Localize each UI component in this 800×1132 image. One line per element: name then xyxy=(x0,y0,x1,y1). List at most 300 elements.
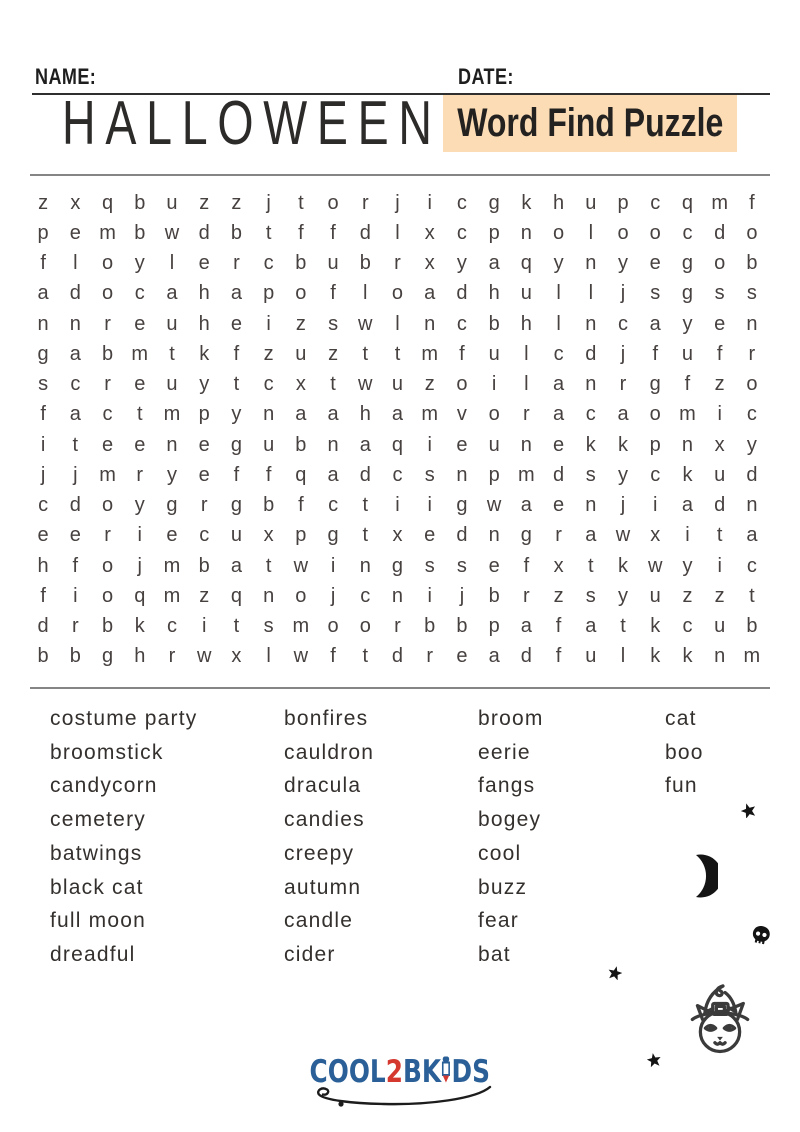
grid-letter: b xyxy=(456,615,468,638)
page-title: HALLOWEEN xyxy=(62,89,442,158)
grid-letter: n xyxy=(327,433,339,456)
grid-letter: j xyxy=(266,191,271,214)
word-item: bogey xyxy=(478,808,542,832)
grid-letter: y xyxy=(746,433,757,456)
grid-letter: l xyxy=(588,221,594,244)
grid-letter: o xyxy=(101,554,114,577)
grid-letter: r xyxy=(168,645,176,668)
grid-letter: t xyxy=(362,524,369,547)
grid-letter: s xyxy=(585,463,596,486)
grid-letter: i xyxy=(137,524,142,547)
grid-letter: c xyxy=(585,403,596,426)
word-item: cauldron xyxy=(284,740,375,764)
grid-letter: r xyxy=(394,615,401,638)
grid-letter: w xyxy=(293,554,309,577)
grid-letter: n xyxy=(746,494,758,517)
word-item: boo xyxy=(665,740,704,764)
grid-letter: t xyxy=(588,554,594,577)
grid-letter: a xyxy=(37,282,49,305)
grid-letter: u xyxy=(230,524,242,547)
grid-letter: s xyxy=(424,554,435,577)
grid-letter: s xyxy=(456,554,467,577)
grid-letter: u xyxy=(263,433,275,456)
grid-letter: x xyxy=(295,373,306,396)
grid-letter: c xyxy=(38,494,49,517)
logo-swoosh-underline xyxy=(306,1084,496,1115)
word-item: black cat xyxy=(50,875,144,899)
word-item: buzz xyxy=(478,875,528,899)
grid-letter: n xyxy=(37,312,49,335)
grid-letter: t xyxy=(394,342,401,365)
grid-letter: k xyxy=(521,191,532,214)
grid-letter: g xyxy=(520,524,532,547)
grid-letter: f xyxy=(265,463,272,486)
grid-letter: g xyxy=(649,373,661,396)
grid-letter: h xyxy=(134,645,146,668)
grid-letter: y xyxy=(618,584,629,607)
grid-letter: s xyxy=(714,282,725,305)
grid-letter: c xyxy=(553,342,564,365)
grid-letter: f xyxy=(555,645,562,668)
grid-letter: p xyxy=(649,433,661,456)
grid-letter: a xyxy=(488,645,500,668)
grid-letter: a xyxy=(585,615,597,638)
grid-letter: o xyxy=(101,584,114,607)
grid-letter: o xyxy=(649,403,661,426)
grid-letter: i xyxy=(653,494,658,517)
grid-letter: e xyxy=(456,433,468,456)
grid-letter: l xyxy=(556,282,561,305)
grid-letter: k xyxy=(650,645,661,668)
grid-letter: t xyxy=(72,433,79,456)
word-item: fear xyxy=(478,909,519,933)
word-item: cemetery xyxy=(50,808,146,832)
grid-letter: b xyxy=(488,312,500,335)
word-item: autumn xyxy=(284,875,362,899)
grid-letter: r xyxy=(200,494,208,517)
grid-letter: e xyxy=(649,252,661,275)
grid-letter: f xyxy=(684,373,691,396)
word-item: full moon xyxy=(50,909,147,933)
grid-letter: q xyxy=(520,252,532,275)
grid-letter: k xyxy=(682,463,693,486)
grid-letter: b xyxy=(746,615,758,638)
grid-letter: e xyxy=(198,252,210,275)
word-item: fangs xyxy=(478,774,536,798)
grid-letter: p xyxy=(488,463,500,486)
grid-letter: c xyxy=(650,191,661,214)
grid-letter: d xyxy=(456,524,468,547)
grid-letter: g xyxy=(166,494,178,517)
grid-letter: g xyxy=(101,645,114,668)
grid-letter: z xyxy=(328,342,339,365)
grid-letter: c xyxy=(166,615,177,638)
grid-letter: y xyxy=(166,463,177,486)
grid-letter: j xyxy=(395,191,400,214)
grid-letter: g xyxy=(37,342,49,365)
grid-letter: y xyxy=(134,494,145,517)
word-column-2 xyxy=(284,702,374,972)
grid-letter: z xyxy=(714,584,725,607)
grid-letter: t xyxy=(136,403,143,426)
grid-letter: x xyxy=(231,645,242,668)
grid-letter: o xyxy=(391,282,404,305)
grid-letter: b xyxy=(424,615,436,638)
grid-letter: f xyxy=(459,342,465,365)
grid-letter: c xyxy=(682,221,693,244)
grid-letter: c xyxy=(746,403,757,426)
grid-letter: n xyxy=(359,554,371,577)
grid-letter: q xyxy=(134,584,146,607)
grid-letter: e xyxy=(134,373,146,396)
grid-letter: o xyxy=(327,191,339,214)
grid-letter: g xyxy=(681,282,694,305)
grid-letter: g xyxy=(488,191,500,214)
grid-letter: e xyxy=(553,433,565,456)
grid-letter: i xyxy=(40,433,46,456)
grid-letter: i xyxy=(717,403,722,426)
grid-letter: w xyxy=(293,645,309,668)
grid-letter: c xyxy=(134,282,145,305)
grid-letter: t xyxy=(265,221,272,244)
grid-letter: y xyxy=(456,252,467,275)
witch-cat-icon xyxy=(680,978,760,1063)
grid-letter: b xyxy=(37,645,49,668)
grid-letter: m xyxy=(292,615,310,638)
date-label: DATE: xyxy=(458,64,514,89)
grid-letter: c xyxy=(746,554,757,577)
grid-letter: e xyxy=(198,463,210,486)
grid-letter: w xyxy=(358,312,373,335)
grid-letter: i xyxy=(395,494,400,517)
letter-grid xyxy=(27,188,768,672)
grid-letter: o xyxy=(746,373,758,396)
grid-letter: b xyxy=(746,252,758,275)
grid-letter: f xyxy=(652,342,659,365)
grid-letter: a xyxy=(488,252,500,275)
grid-letter: l xyxy=(620,645,626,668)
grid-letter: a xyxy=(681,494,694,517)
grid-letter: v xyxy=(456,403,467,426)
grid-letter: a xyxy=(553,373,565,396)
grid-letter: c xyxy=(263,373,274,396)
grid-letter: y xyxy=(134,252,145,275)
grid-letter: t xyxy=(362,645,369,668)
grid-letter: d xyxy=(359,221,371,244)
grid-letter: a xyxy=(553,403,565,426)
grid-letter: h xyxy=(359,403,371,426)
grid-letter: f xyxy=(233,463,240,486)
grid-letter: d xyxy=(714,494,726,517)
grid-letter: o xyxy=(553,221,565,244)
grid-letter: e xyxy=(488,554,500,577)
grid-letter: n xyxy=(585,252,597,275)
grid-letter: r xyxy=(748,342,756,365)
grid-letter: n xyxy=(69,312,81,335)
grid-letter: r xyxy=(523,403,530,426)
grid-letter: y xyxy=(199,373,210,396)
grid-letter: u xyxy=(714,615,726,638)
grid-letter: a xyxy=(520,615,532,638)
grid-letter: m xyxy=(743,645,761,668)
grid-letter: q xyxy=(391,433,404,456)
grid-letter: j xyxy=(40,463,46,486)
grid-letter: z xyxy=(231,191,242,214)
word-item: candycorn xyxy=(50,774,158,798)
grid-letter: t xyxy=(233,615,240,638)
word-item: eerie xyxy=(478,740,531,764)
grid-letter: o xyxy=(327,615,339,638)
word-item: batwings xyxy=(50,841,143,865)
grid-letter: h xyxy=(198,282,210,305)
grid-letter: r xyxy=(555,524,562,547)
grid-letter: x xyxy=(424,252,435,275)
grid-letter: b xyxy=(134,191,146,214)
grid-letter: f xyxy=(298,221,304,244)
grid-letter: y xyxy=(553,252,564,275)
grid-letter: w xyxy=(486,494,502,517)
grid-letter: c xyxy=(650,463,661,486)
grid-letter: y xyxy=(618,252,629,275)
grid-letter: d xyxy=(746,463,758,486)
grid-letter: k xyxy=(682,645,693,668)
grid-letter: h xyxy=(520,312,532,335)
grid-letter: n xyxy=(456,463,468,486)
grid-letter: i xyxy=(717,554,722,577)
grid-letter: d xyxy=(585,342,597,365)
grid-letter: f xyxy=(330,282,336,305)
grid-letter: i xyxy=(427,191,432,214)
grid-letter: l xyxy=(524,342,529,365)
grid-letter: e xyxy=(456,645,468,668)
grid-letter: d xyxy=(520,645,532,668)
grid-letter: p xyxy=(617,191,629,214)
grid-letter: m xyxy=(711,191,728,214)
grid-letter: d xyxy=(714,221,726,244)
grid-letter: u xyxy=(488,342,500,365)
grid-letter: s xyxy=(263,615,274,638)
grid-letter: m xyxy=(163,403,181,426)
logo-text-bk: BK xyxy=(403,1054,442,1090)
grid-letter: x xyxy=(553,554,564,577)
grid-letter: x xyxy=(424,221,435,244)
grid-letter: a xyxy=(649,312,661,335)
grid-letter: g xyxy=(391,554,404,577)
grid-letter: r xyxy=(523,584,530,607)
grid-letter: x xyxy=(70,191,81,214)
grid-letter: i xyxy=(427,433,432,456)
grid-letter: t xyxy=(169,342,175,365)
grid-letter: t xyxy=(330,373,336,396)
grid-letter: f xyxy=(330,645,336,668)
grid-letter: b xyxy=(198,554,210,577)
title-subtitle: Word Find Puzzle xyxy=(456,101,724,145)
grid-letter: c xyxy=(70,373,81,396)
grid-letter: w xyxy=(164,221,180,244)
grid-letter: x xyxy=(392,524,403,547)
grid-letter: a xyxy=(359,433,371,456)
grid-letter: m xyxy=(518,463,535,486)
grid-letter: t xyxy=(749,584,755,607)
grid-letter: h xyxy=(198,312,210,335)
grid-letter: a xyxy=(585,524,597,547)
grid-letter: z xyxy=(682,584,693,607)
grid-letter: n xyxy=(585,494,597,517)
grid-letter: u xyxy=(327,252,339,275)
grid-letter: e xyxy=(714,312,726,335)
word-item: dracula xyxy=(284,774,362,798)
grid-letter: a xyxy=(69,403,81,426)
word-column-4 xyxy=(665,702,704,803)
grid-letter: g xyxy=(327,524,339,547)
grid-letter: b xyxy=(263,494,275,517)
divider-middle xyxy=(30,687,770,689)
grid-letter: c xyxy=(682,615,693,638)
grid-letter: h xyxy=(553,191,565,214)
grid-letter: m xyxy=(131,342,149,365)
name-label: NAME: xyxy=(35,64,97,89)
grid-letter: e xyxy=(37,524,49,547)
word-column-3 xyxy=(478,702,544,972)
grid-letter: o xyxy=(714,252,726,275)
grid-letter: r xyxy=(361,191,369,214)
grid-letter: q xyxy=(230,584,242,607)
grid-letter: j xyxy=(620,494,626,517)
grid-letter: t xyxy=(298,191,304,214)
grid-letter: g xyxy=(230,433,242,456)
grid-letter: o xyxy=(101,282,114,305)
grid-letter: c xyxy=(456,312,467,335)
word-item: broomstick xyxy=(50,740,164,764)
word-item: broom xyxy=(478,707,544,730)
grid-letter: o xyxy=(295,282,307,305)
logo-text-ds: DS xyxy=(451,1054,491,1090)
grid-letter: c xyxy=(456,191,467,214)
grid-letter: s xyxy=(650,282,661,305)
grid-letter: z xyxy=(199,584,210,607)
word-item: dreadful xyxy=(50,942,136,966)
grid-letter: i xyxy=(427,494,432,517)
grid-letter: o xyxy=(359,615,371,638)
star-icon xyxy=(741,803,756,823)
grid-letter: o xyxy=(617,221,629,244)
grid-letter: b xyxy=(488,584,500,607)
grid-letter: z xyxy=(38,191,49,214)
grid-letter: e xyxy=(230,312,242,335)
grid-letter: f xyxy=(298,494,304,517)
grid-letter: u xyxy=(166,312,178,335)
grid-letter: s xyxy=(328,312,339,335)
grid-letter: e xyxy=(69,221,81,244)
grid-letter: e xyxy=(69,524,81,547)
grid-letter: t xyxy=(620,615,626,638)
grid-letter: k xyxy=(134,615,145,638)
grid-letter: n xyxy=(263,403,275,426)
grid-letter: a xyxy=(391,403,404,426)
word-item: cat xyxy=(665,707,697,730)
grid-letter: r xyxy=(233,252,240,275)
grid-letter: d xyxy=(391,645,404,668)
grid-letter: f xyxy=(40,252,46,275)
grid-letter: w xyxy=(196,645,212,668)
word-column-1 xyxy=(50,702,198,972)
grid-letter: n xyxy=(424,312,436,335)
grid-letter: e xyxy=(166,524,178,547)
grid-letter: o xyxy=(746,221,758,244)
grid-letter: y xyxy=(682,554,693,577)
grid-letter: o xyxy=(649,221,661,244)
grid-letter: n xyxy=(585,312,597,335)
grid-letter: f xyxy=(233,342,240,365)
grid-letter: m xyxy=(99,463,116,486)
grid-letter: n xyxy=(746,312,758,335)
grid-letter: a xyxy=(69,342,81,365)
crescent-moon-icon xyxy=(688,854,718,903)
grid-letter: u xyxy=(520,282,532,305)
grid-letter: r xyxy=(394,252,401,275)
grid-letter: z xyxy=(199,191,210,214)
grid-letter: u xyxy=(166,373,178,396)
grid-letter: o xyxy=(101,494,114,517)
grid-letter: a xyxy=(327,403,339,426)
grid-letter: u xyxy=(166,191,178,214)
grid-letter: r xyxy=(104,524,111,547)
word-item: fun xyxy=(665,774,698,798)
word-item: cider xyxy=(284,942,336,966)
divider-top xyxy=(30,174,770,176)
grid-letter: e xyxy=(134,433,146,456)
grid-letter: p xyxy=(198,403,210,426)
grid-letter: b xyxy=(295,252,307,275)
grid-letter: i xyxy=(491,373,497,396)
grid-letter: j xyxy=(459,584,465,607)
logo-text-two: 2 xyxy=(385,1054,404,1090)
word-item: creepy xyxy=(284,841,355,865)
grid-letter: q xyxy=(295,463,307,486)
grid-letter: b xyxy=(69,645,81,668)
grid-letter: u xyxy=(585,645,597,668)
grid-letter: n xyxy=(681,433,694,456)
grid-letter: n xyxy=(263,584,275,607)
grid-letter: n xyxy=(714,645,726,668)
grid-letter: d xyxy=(553,463,565,486)
grid-letter: u xyxy=(649,584,661,607)
grid-letter: i xyxy=(685,524,690,547)
grid-letter: x xyxy=(714,433,725,456)
grid-letter: b xyxy=(359,252,371,275)
grid-letter: u xyxy=(391,373,404,396)
grid-letter: a xyxy=(746,524,758,547)
grid-letter: g xyxy=(230,494,242,517)
grid-letter: l xyxy=(266,645,271,668)
grid-letter: a xyxy=(230,554,242,577)
grid-letter: c xyxy=(618,312,629,335)
grid-letter: d xyxy=(69,282,81,305)
grid-letter: m xyxy=(421,403,439,426)
grid-letter: h xyxy=(37,554,49,577)
word-item: candies xyxy=(284,808,365,832)
grid-letter: i xyxy=(201,615,207,638)
title-highlight xyxy=(443,95,737,152)
grid-letter: s xyxy=(38,373,49,396)
grid-letter: b xyxy=(101,615,114,638)
grid-letter: j xyxy=(330,584,336,607)
grid-letter: b xyxy=(101,342,114,365)
grid-letter: o xyxy=(456,373,468,396)
grid-letter: d xyxy=(37,615,49,638)
grid-letter: q xyxy=(101,191,114,214)
grid-letter: a xyxy=(230,282,242,305)
